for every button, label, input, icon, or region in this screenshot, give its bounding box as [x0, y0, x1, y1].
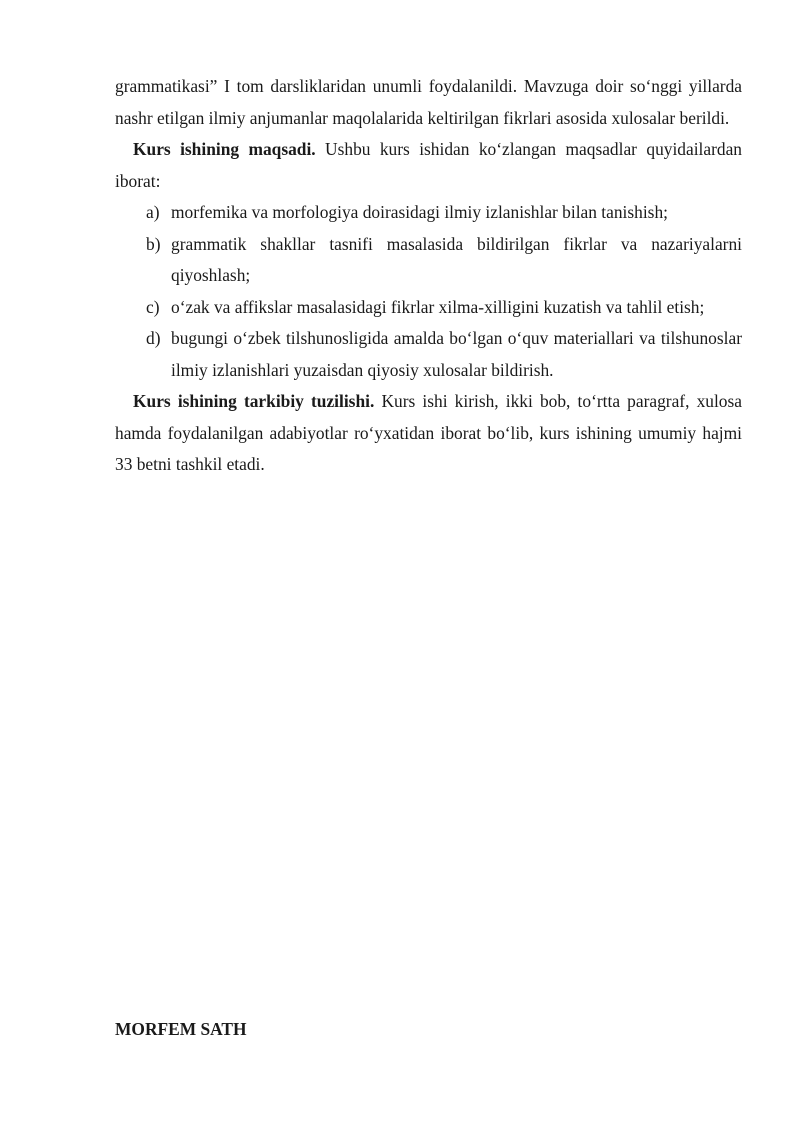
list-item-text: grammatik shakllar tasnifi masalasida bildirilgan fikrlar va nazariyalarni qiyoshlash;: [171, 233, 742, 285]
list-marker: d): [146, 328, 161, 348]
list-item: [115, 292, 742, 324]
goal-text: Ushbu kurs ishidan ko‘zlangan maqsadlar quyidailardan iborat:: [115, 139, 742, 191]
list-item: [115, 323, 742, 386]
structure-text: Kurs ishi kirish, ikki bob, to‘rtta paragraf, xulosa hamda foydalanilgan adabiyotlar ro‘yxatidan iborat bo‘lib, kurs ishining umumiy hajmi 33 betni tashkil etadi.: [115, 391, 742, 474]
structure-title: Kurs ishining tarkibiy tuzilishi.: [133, 391, 375, 411]
list-item: [115, 229, 742, 292]
goal-list: [115, 197, 742, 386]
list-item-text: bugungi o‘zbek tilshunosligida amalda bo‘lgan o‘quv materiallari va tilshunoslar ilmiy izlanishlari yuzaisdan qiyosiy xulosalar bildirish.: [171, 328, 742, 380]
list-item-text: morfemika va morfologiya doirasidagi ilmiy izlanishlar bilan tanishish;: [171, 202, 668, 222]
list-item: [115, 197, 742, 229]
list-marker: a): [146, 202, 160, 222]
list-item-text: o‘zak va affikslar masalasidagi fikrlar xilma-xilligini kuzatish va tahlil etish;: [171, 296, 705, 317]
intro-paragraph: grammatikasi” I tom darsliklaridan unumli foydalanildi. Mavzuga doir so‘nggi yillarda nashr etilgan ilmiy anjumanlar maqolalarida keltirilgan fikrlari asosida xulosalar berildi.: [115, 76, 742, 128]
goal-paragraph: [115, 134, 742, 197]
goal-title: Kurs ishining maqsadi.: [133, 139, 316, 159]
section-heading: MORFEM SATH: [115, 1019, 247, 1039]
list-marker: c): [146, 296, 160, 317]
structure-paragraph: [115, 386, 742, 481]
list-marker: b): [146, 233, 161, 254]
document-page: [115, 71, 742, 481]
